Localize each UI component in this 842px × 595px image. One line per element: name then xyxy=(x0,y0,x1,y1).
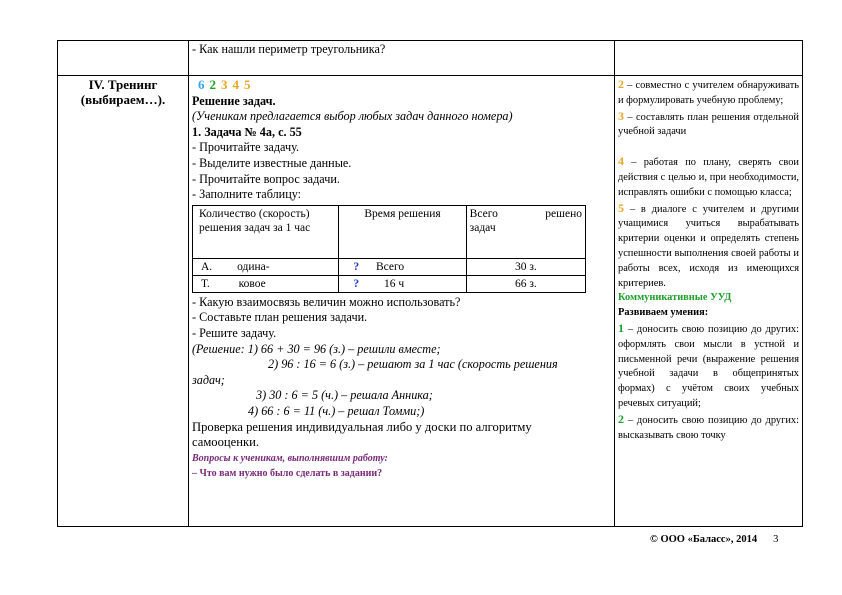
header-total-word1: Всего xyxy=(469,207,498,220)
cell-speed-a xyxy=(193,258,339,275)
step-item: - Какую взаимосвязь величин можно использовать? xyxy=(192,294,461,309)
uud-heading: Коммуникативные УУД xyxy=(618,292,732,304)
unknown-mark: ? xyxy=(353,277,360,290)
copyright: © ООО «Баласс», 2014 xyxy=(650,534,758,545)
header-total-word2-first: решено xyxy=(545,207,582,220)
skill-paragraph: 4 – работая по плану, сверять свои действия с целью и, при необходимости, исправлять ошибки с помощью класса; xyxy=(618,154,799,198)
level-number: 2 xyxy=(209,77,216,92)
level-number: 3 xyxy=(221,77,228,92)
solution-line: 3) 30 : 6 = 5 (ч.) – решала Анника; xyxy=(256,388,433,403)
step-item: - Выделите известные данные. xyxy=(192,155,352,170)
solution-line: задач; xyxy=(192,372,225,387)
check-line: самооценки. xyxy=(192,435,259,450)
perimeter-question: - Как нашли периметр треугольника? xyxy=(192,42,386,56)
page-footer xyxy=(650,534,778,545)
section-heading: Решение задач. xyxy=(192,93,276,108)
cell-time-1 xyxy=(339,258,466,275)
row1-right-cell xyxy=(615,41,803,76)
step-item: - Прочитайте вопрос задачи. xyxy=(192,171,340,186)
same-word-part1: одина- xyxy=(237,260,270,273)
level-number: 6 xyxy=(198,77,205,92)
same-word-part2: ковое xyxy=(238,277,266,290)
question-item: – Что вам нужно было сделать в задании? xyxy=(192,468,383,480)
skill-paragraph: 2 – совместно с учителем обнаруживать и формулировать учебную проблему; xyxy=(618,77,799,106)
activity-cell xyxy=(189,76,615,527)
header-speed: Количество (скорость) решения задач за 1 час xyxy=(193,205,339,258)
questions-heading: Вопросы к ученикам, выполнявшим работу: xyxy=(192,452,388,464)
skill-paragraph: 3 – составлять план решения отдельной учебной задачи xyxy=(618,108,799,138)
unknown-mark: ? xyxy=(353,260,360,273)
cell-speed-t xyxy=(193,275,339,292)
level-number: 4 xyxy=(232,77,239,92)
develop-label: Развиваем умения: xyxy=(618,307,709,319)
step-item: - Составьте план решения задачи. xyxy=(192,310,368,325)
task-title: 1. Задача № 4а, с. 55 xyxy=(192,124,302,139)
stage-cell xyxy=(58,76,189,527)
solution-line: 2) 96 : 16 = 6 (з.) – решают за 1 час (скорость решения xyxy=(268,357,558,372)
lesson-table xyxy=(57,40,803,527)
level-num: 1 xyxy=(618,320,624,335)
header-time: Время решения xyxy=(339,205,466,258)
skill-paragraph: 5 – в диалоге с учителем и другими учащимися учиться вырабатывать критерии оценки и определять степень успешности выполнения своей работы и работы всех, исходя из имеющихся критериев. xyxy=(618,200,799,289)
choice-note: (Ученикам предлагается выбор любых задач данного номера) xyxy=(192,109,513,124)
name-letter-a: А. xyxy=(201,260,213,273)
skill-paragraph: 1 – доносить свою позицию до других: оформлять свои мысли в устной и письменной речи (выражение решения учебной задачи в общепринятых формах) с учётом своих учебных речевых ситуаций; xyxy=(618,320,799,409)
solution-line: 4) 66 : 6 = 11 (ч.) – решал Томми;) xyxy=(248,403,425,418)
step-item: - Прочитайте задачу. xyxy=(192,140,300,155)
solution-line: (Решение: 1) 66 + 30 = 96 (з.) – решили вместе; xyxy=(192,341,441,356)
total-label: Всего xyxy=(375,260,405,273)
name-letter-t: Т. xyxy=(201,277,210,290)
header-total xyxy=(466,205,585,258)
time-value: 16 ч xyxy=(383,277,405,290)
level-number: 5 xyxy=(244,77,251,92)
level-num: 2 xyxy=(618,411,624,426)
level-num: 5 xyxy=(618,200,624,215)
row1-stage-cell xyxy=(58,41,189,76)
level-numbers xyxy=(192,77,611,94)
page-number: 3 xyxy=(773,534,779,545)
level-num: 4 xyxy=(618,154,624,169)
uud-cell xyxy=(615,76,803,527)
level-num: 3 xyxy=(618,108,624,123)
cell-total-a: 30 з. xyxy=(466,258,585,275)
step-item: - Решите задачу. xyxy=(192,325,277,340)
check-line: Проверка решения индивидуальная либо у доски по алгоритму xyxy=(192,419,532,434)
row1-middle-cell xyxy=(189,41,615,76)
cell-total-t: 66 з. xyxy=(466,275,585,292)
level-num: 2 xyxy=(618,77,624,91)
cell-time-2 xyxy=(339,275,466,292)
header-total-word3: задач xyxy=(469,221,496,234)
task-data-table xyxy=(192,205,586,293)
paragraph-gap xyxy=(618,140,799,154)
stage-title: IV. Тренинг xyxy=(88,77,158,92)
stage-subtitle: (выбираем…). xyxy=(80,92,166,107)
step-item: - Заполните таблицу: xyxy=(192,187,302,202)
skill-paragraph: 2 – доносить свою позицию до других: высказывать свою точку xyxy=(618,411,799,441)
